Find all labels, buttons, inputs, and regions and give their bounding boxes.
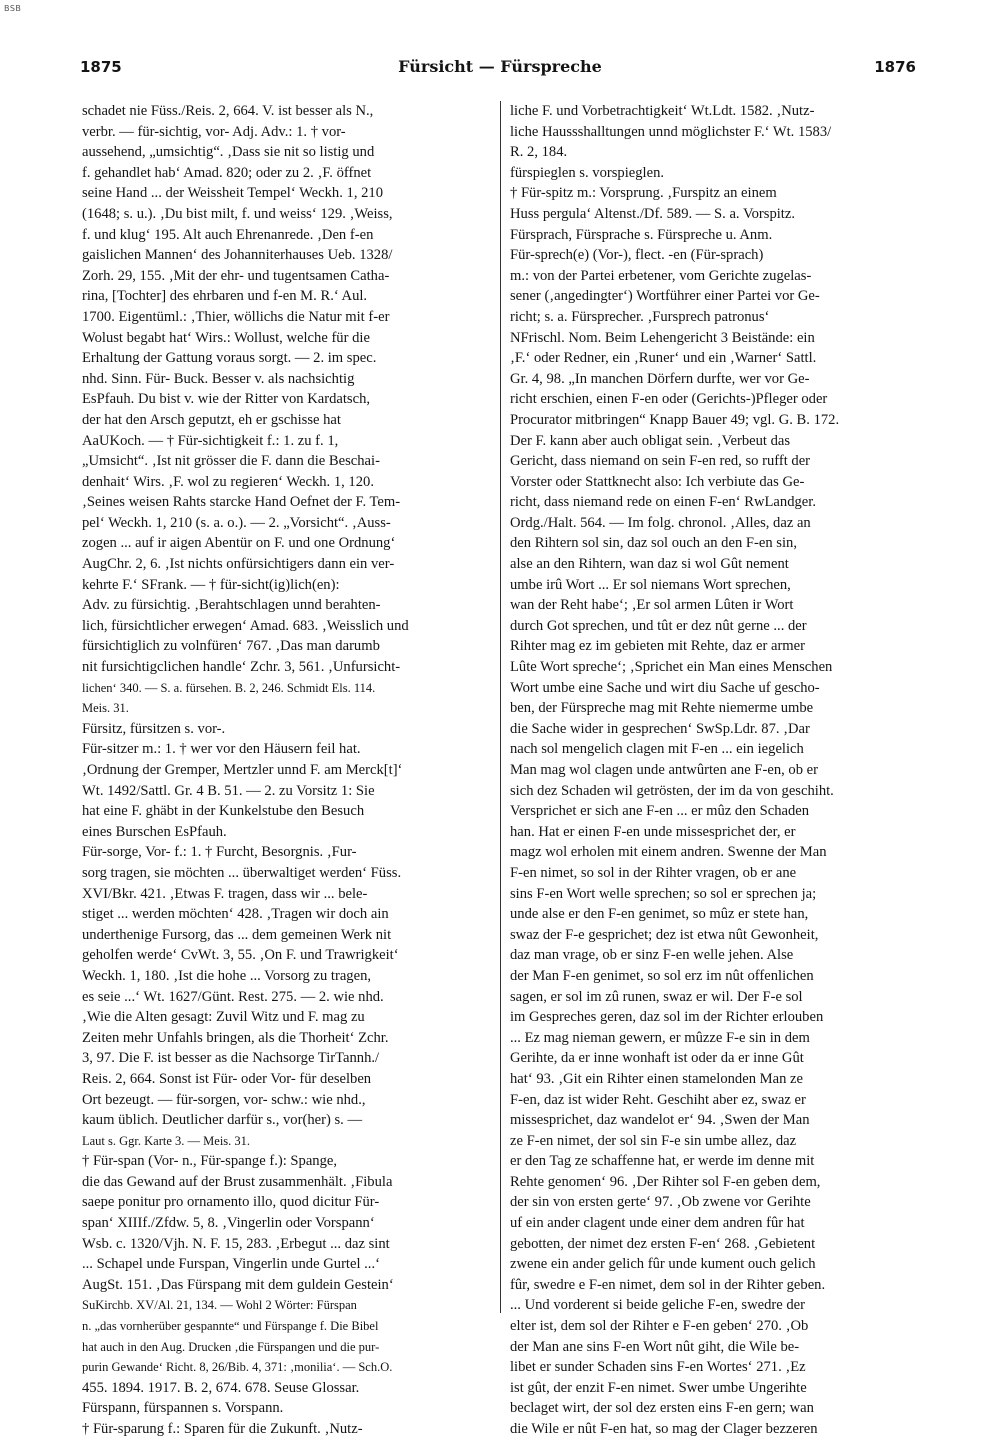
text-line: uf ein ander clagent unde einer dem andren fûr hat xyxy=(510,1215,805,1232)
column-divider xyxy=(500,101,501,1313)
text-line: liche F. und Vorbetrachtigkeit‘ Wt.Ldt. 1582. ‚Nutz- xyxy=(510,103,815,119)
text-line: ... Schapel unde Furspan, Vingerlin unde Gurtel ...‘ xyxy=(82,1256,380,1273)
text-line: span‘ XIIIf./Zfdw. 5, 8. ‚Vingerlin oder Vorspann‘ xyxy=(82,1215,375,1232)
text-line: sich dez Schaden wil getrösten, der im da von geschiht. xyxy=(510,782,834,799)
text-line: aussehend, „umsichtig“. ‚Dass sie nit so listig und xyxy=(82,144,375,161)
text-line: sagen, er sol im zû runen, swaz er wil. Der F-e sol xyxy=(510,988,803,1005)
text-line: Zorh. 29, 155. ‚Mit der ehr- und tugentsamen Catha- xyxy=(82,267,390,284)
text-line: sorg tragen, sie möchten ... überwaltiget werden‘ Füss. xyxy=(82,864,402,881)
text-line: hat‘ 93. ‚Git ein Rihter einen stamelonden Man ze xyxy=(510,1070,804,1087)
text-line: verbr. — für-sichtig, vor- Adj. Adv.: 1. † vor- xyxy=(82,123,346,140)
text-line: fürspieglen s. vorspieglen. xyxy=(510,164,665,181)
text-line: fürsichtiglich zu volnfüren‘ 767. ‚Das man darumb xyxy=(82,638,380,655)
page-number-right: 1876 xyxy=(874,58,916,76)
text-line: lich, fürsichtlicher erwegen‘ Amad. 683. ‚Weisslich und xyxy=(82,617,409,634)
text-line: Rehte genomen‘ 96. ‚Der Rihter sol F-en geben dem, xyxy=(510,1173,821,1190)
text-line: 455. 1894. 1917. B. 2, 674. 678. Seuse Glossar. xyxy=(82,1379,360,1396)
text-line: gebotten, der nimet dez ersten F-en‘ 268. ‚Gebietent xyxy=(510,1235,816,1252)
text-line: F-en, daz ist wider Reht. Geschiht aber ez, swaz er xyxy=(510,1091,806,1108)
text-line: Fürspann, fürspannen s. Vorspann. xyxy=(82,1400,284,1417)
text-line: sins F-en Wort welle sprechen; so sol er sprechen ja; xyxy=(510,885,817,902)
text-line: geholfen werde‘ CvWt. 3, 55. ‚On F. und Trawrigkeit‘ xyxy=(82,947,399,964)
text-line: AugChr. 2, 6. ‚Ist nichts onfürsichtigers dann ein ver- xyxy=(82,556,395,573)
text-line: Weckh. 1, 180. ‚Ist die hohe ... Vorsorg zu tragen, xyxy=(82,967,372,984)
text-line: AaUKoch. — † Für-sichtigkeit f.: 1. zu f. 1, xyxy=(82,432,339,449)
text-line: (1648; s. u.). ‚Du bist milt, f. und weiss‘ 129. ‚Weiss, xyxy=(82,205,393,222)
text-line: zwene ein ander gelich fûr unde kument ouch gelich xyxy=(510,1256,816,1273)
text-line: underthenige Fursorg, das ... dem gemeinen Werk nit xyxy=(82,926,392,943)
text-line: nach sol mengelich clagen mit F-en ... ein iegelich xyxy=(510,741,804,758)
text-line: die Sache wider in gesprechen‘ SwSp.Ldr. 87. ‚Dar xyxy=(510,720,810,737)
text-line: f. und klug‘ 195. Alt auch Ehrenanrede. ‚Den f-en xyxy=(82,226,374,243)
text-line: richt; s. a. Fürsprecher. ‚Fursprech patronus‘ xyxy=(510,308,770,325)
text-line: † Für-sparung f.: Sparen für die Zukunft. ‚Nutz- xyxy=(82,1421,363,1437)
text-line: swaz der F-e gesprichet; dez ist etwa nût Gewonheit, xyxy=(510,926,819,943)
text-line: Für-sitzer m.: 1. † wer vor den Häusern feil hat. xyxy=(82,741,361,758)
text-line: richt, dass niemand rede on einen F-en‘ RwLandger. xyxy=(510,494,816,511)
text-line: SuKirchb. XV/Al. 21, 134. — Wohl 2 Wörter: Fürspan xyxy=(82,1298,357,1313)
text-line: F-en nimet, so sol in der Rihter vragen, ob er ane xyxy=(510,864,797,881)
text-line: XVI/Bkr. 421. ‚Etwas F. tragen, dass wir ... bele- xyxy=(82,885,368,902)
text-line: han. Hat er einen F-en unde missesprichet der, er xyxy=(510,823,796,840)
text-line: saepe ponitur pro ornamento illo, quod dicitur Für- xyxy=(82,1194,380,1211)
right-column xyxy=(510,101,928,1440)
text-line: es seie ...‘ Wt. 1627/Günt. Rest. 275. — 2. wie nhd. xyxy=(82,988,384,1005)
text-line: seine Hand ... der Weissheit Tempel‘ Weckh. 1, 210 xyxy=(82,185,384,202)
text-line: Ordg./Halt. 564. — Im folg. chronol. ‚Alles, daz an xyxy=(510,514,811,531)
text-line: AugSt. 151. ‚Das Fürspang mit dem guldein Gestein‘ xyxy=(82,1276,394,1293)
text-line: hat auch in den Aug. Drucken ‚die Fürspangen und die pur- xyxy=(82,1339,380,1354)
text-line: † Für-span (Vor- n., Für-spange f.): Spange, xyxy=(82,1153,338,1170)
text-line: Man mag wol clagen unde antwûrten ane F-en, ob er xyxy=(510,762,818,778)
text-line: Für-sorge, Vor- f.: 1. † Furcht, Besorgnis. ‚Fur- xyxy=(82,844,357,861)
text-line: Ort bezeugt. — für-sorgen, vor- schw.: wie nhd., xyxy=(82,1091,366,1108)
text-line: Lûte Wort spreche‘; ‚Sprichet ein Man eines Menschen xyxy=(510,659,833,676)
text-line: 3, 97. Die F. ist besser as die Nachsorge TirTannh./ xyxy=(82,1050,380,1067)
text-line: unde alse er den F-en genimet, so mûz er stete han, xyxy=(510,906,809,923)
text-line: nit fursichtigclichen handle‘ Zchr. 3, 561. ‚Unfursicht- xyxy=(82,659,401,676)
text-line: hat eine F. ghäbt in der Kunkelstube den Besuch xyxy=(82,803,365,820)
text-line: Versprichet er sich ane F-en ... er mûz den Schaden xyxy=(510,803,810,820)
text-line: pel‘ Weckh. 1, 210 (s. a. o.). — 2. „Vorsicht“. ‚Auss- xyxy=(82,514,391,531)
text-line: missesprichet, daz wandelot er‘ 94. ‚Swen der Man xyxy=(510,1112,810,1129)
text-line: ‚Seines weisen Rahts starcke Hand Oefnet der F. Tem- xyxy=(82,494,401,511)
text-line: der sin von ersten gerte‘ 97. ‚Ob zwene vor Gerihte xyxy=(510,1194,811,1211)
text-line: nhd. Sinn. Für- Buck. Besser v. als nachsichtig xyxy=(82,370,355,387)
text-line: Vorster oder Stattknecht also: Ich verbiute das Ge- xyxy=(510,473,805,490)
text-line: ben, der Fürspreche mag mit Rehte niemerme umbe xyxy=(510,700,814,717)
text-line: ze F-en nimet, der sol sin F-e sin umbe allez, daz xyxy=(510,1132,797,1149)
text-line: Gr. 4, 98. „In manchen Dörfern durfte, wer vor Ge- xyxy=(510,370,810,387)
text-line: lichen‘ 340. — S. a. fürsehen. B. 2, 246. Schmidt Els. 114. xyxy=(82,680,376,695)
page-number-left: 1875 xyxy=(80,58,122,76)
text-line: f. gehandlet hab‘ Amad. 820; oder zu 2. ‚F. öffnet xyxy=(82,164,372,181)
text-line: Fürsprach, Fürsprache s. Fürspreche u. Anm. xyxy=(510,226,773,243)
text-line: fûr, swedre e F-en nimet, dem sol in der Rihter geben. xyxy=(510,1276,826,1293)
text-line: Huss pergula‘ Altenst./Df. 589. — S. a. Vorspitz. xyxy=(510,205,795,222)
text-line: der hat den Arsch geputzt, eh er gschisse hat xyxy=(82,411,341,428)
text-line: NFrischl. Nom. Beim Lehengericht 3 Beistände: ein xyxy=(510,329,815,346)
text-line: ‚Ordnung der Gremper, Mertzler unnd F. am Merck[t]‘ xyxy=(82,762,403,778)
running-head-title: Fürsicht — Fürspreche xyxy=(398,57,602,76)
text-line: beclaget wirt, der sol dez ersten eins F-en gern; wan xyxy=(510,1400,814,1417)
text-line: rina, [Tochter] des ehrbaren und f-en M. R.‘ Aul. xyxy=(82,288,368,305)
text-line: Gerihte, da er inne wonhaft ist oder da er inne Gût xyxy=(510,1050,804,1067)
text-line: liche Haussshalltungen unnd möglichster F.‘ Wt. 1583/ xyxy=(510,123,832,140)
text-line: Der F. kann aber auch obligat sein. ‚Verbeut das xyxy=(510,432,791,449)
text-line: kaum üblich. Deutlicher darfür s., vor(her) s. — xyxy=(82,1112,363,1129)
left-column xyxy=(82,101,500,1440)
text-line: gaislichen Mannen‘ des Johanniterhauses Ueb. 1328/ xyxy=(82,247,393,264)
text-line: elter ist, dem sol der Rihter e F-en geben‘ 270. ‚Ob xyxy=(510,1318,809,1335)
text-line: magz wol erholen mit einem andren. Swenne der Man xyxy=(510,844,827,861)
text-line: Erhaltung der Gattung voraus sorgt. — 2. im spec. xyxy=(82,350,377,367)
text-line: purin Gewande‘ Richt. 8, 26/Bib. 4, 371: ‚monilia‘. — Sch.O. xyxy=(82,1360,393,1375)
text-line: ... Ez mag nieman gewern, er mûzze F-e sin in dem xyxy=(510,1029,810,1046)
text-line: † Für-spitz m.: Vorsprung. ‚Furspitz an einem xyxy=(510,185,777,202)
text-line: libet er sunder Schaden sins F-en Wortes‘ 271. ‚Ez xyxy=(510,1359,806,1376)
text-line: ‚F.‘ oder Redner, ein ‚Runer‘ und ein ‚Warner‘ Sattl. xyxy=(510,350,817,367)
text-line: „Umsicht“. ‚Ist nit grösser die F. dann die Beschai- xyxy=(82,453,380,470)
text-line: den Rihtern sol sin, daz sol ouch an den F-en sin, xyxy=(510,535,797,552)
text-line: zogen ... auf ir aigen Abentür on F. und one Ordnung‘ xyxy=(82,535,396,552)
text-line: im Gespreches geren, daz sol im der Richter erlouben xyxy=(510,1009,824,1026)
text-line: Procurator mitbringen“ Knapp Bauer 49; vgl. G. B. 172. xyxy=(510,411,840,428)
text-line: Adv. zu fürsichtig. ‚Berahtschlagen unnd berahten- xyxy=(82,597,381,614)
text-line: er den Tag ze schaffenne hat, er werde im denne mit xyxy=(510,1153,815,1170)
text-line: kehrte F.‘ SFrank. — † für-sicht(ig)lich(en): xyxy=(82,576,340,593)
text-line: die das Gewand auf der Brust zusammenhält. ‚Fibula xyxy=(82,1173,393,1190)
text-line: ... Und vorderent si beide geliche F-en, swedre der xyxy=(510,1297,806,1314)
text-line: Wolust begabt hat‘ Wirs.: Wollust, welche für die xyxy=(82,329,370,346)
text-line: durch Got sprechen, und tût er dez nût gerne ... der xyxy=(510,617,807,634)
text-line: Fürsitz, fürsitzen s. vor-. xyxy=(82,720,226,737)
text-line: Wt. 1492/Sattl. Gr. 4 B. 51. — 2. zu Vorsitz 1: Sie xyxy=(82,782,375,799)
text-line: umbe irû Wort ... Er sol niemans Wort sprechen, xyxy=(510,576,791,593)
text-line: m.: von der Partei erbetener, vom Gerichte zugelas- xyxy=(510,267,812,284)
text-line: Wsb. c. 1320/Vjh. N. F. 15, 283. ‚Erbegut ... daz sint xyxy=(82,1235,390,1252)
text-line: alse an den Rihtern, wan daz si wol Gût nement xyxy=(510,556,789,573)
text-line: R. 2, 184. xyxy=(510,144,568,161)
text-line: eines Burschen EsPfauh. xyxy=(82,823,227,840)
library-watermark: BSB xyxy=(4,4,22,13)
text-line: EsPfauh. Du bist v. wie der Ritter von Kardatsch, xyxy=(82,391,371,408)
text-line: der Man ane sins F-en Wort nût giht, die Wile be- xyxy=(510,1338,800,1355)
text-line: denhait‘ Wirs. ‚F. wol zu regieren‘ Weckh. 1, 120. xyxy=(82,473,374,490)
text-line: daz man vrage, ob er sinz F-en welle jehen. Alse xyxy=(510,947,794,964)
text-line: der Man F-en genimet, so sol erz im nût offenlichen xyxy=(510,967,814,984)
text-line: Reis. 2, 664. Sonst ist Für- oder Vor- für deselben xyxy=(82,1070,372,1087)
text-line: n. „das vornherüber gespannte“ und Fürspange f. Die Bibel xyxy=(82,1319,379,1334)
text-line: Wort umbe eine Sache und wirt diu Sache uf gescho- xyxy=(510,679,820,696)
text-line: ist gût, der enzit F-en nimet. Swer umbe Ungerihte xyxy=(510,1379,807,1396)
text-line: Gericht, dass niemand on sein F-en red, so rufft der xyxy=(510,453,811,470)
text-line: Zeiten mehr Unfahls bringen, als die Thorheit‘ Zchr. xyxy=(82,1029,389,1046)
text-line: 1700. Eigentüml.: ‚Thier, wöllichs die Natur mit f-er xyxy=(82,308,390,325)
text-line: schadet nie Füss./Reis. 2, 664. V. ist besser als N., xyxy=(82,103,374,119)
text-line: wan der Reht habe‘; ‚Er sol armen Lûten ir Wort xyxy=(510,597,794,614)
text-line: sener (‚angedingter‘) Wortführer einer Partei vor Ge- xyxy=(510,288,820,305)
text-line: richt erschien, einen F-en oder (Gerichts-)Pfleger oder xyxy=(510,391,828,408)
text-line: Meis. 31. xyxy=(82,701,129,716)
text-line: ‚Wie die Alten gesagt: Zuvil Witz und F. mag zu xyxy=(82,1009,365,1026)
text-line: stiget ... werden möchten‘ 428. ‚Tragen wir doch ain xyxy=(82,906,389,923)
text-line: die Wile er nût F-en hat, so mag der Clager bezzeren xyxy=(510,1421,818,1437)
text-line: Rihter mag ez im gebieten mit Rehte, daz er armer xyxy=(510,638,805,655)
text-line: Für-sprech(e) (Vor-), flect. -en (Für-sprach) xyxy=(510,247,764,264)
text-line: Laut s. Ggr. Karte 3. — Meis. 31. xyxy=(82,1133,251,1148)
